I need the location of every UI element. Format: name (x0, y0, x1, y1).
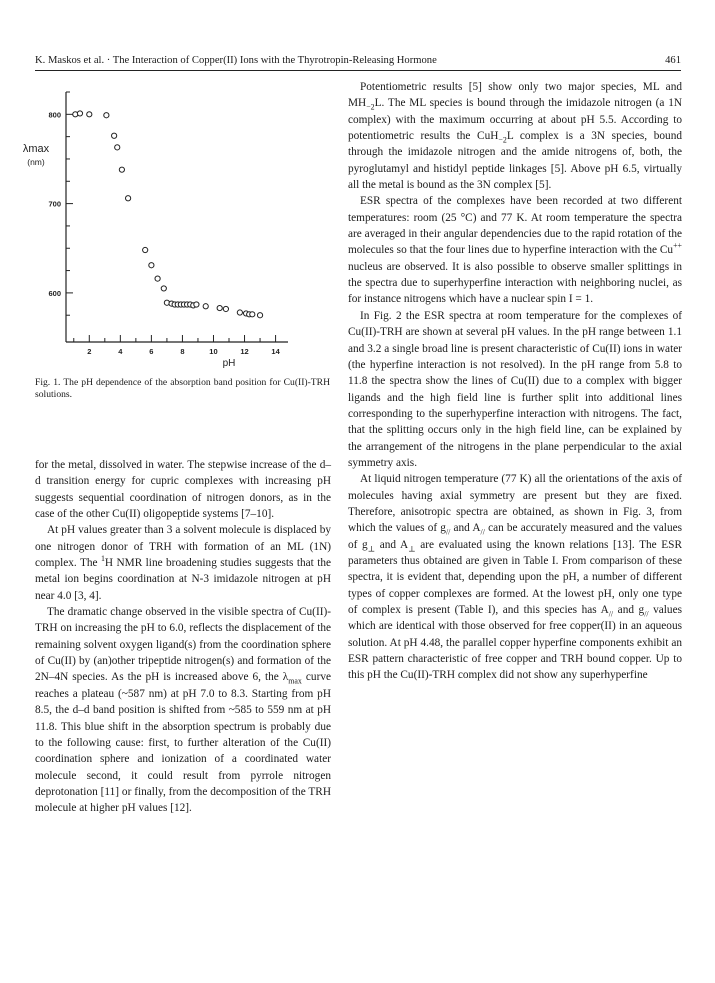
right-paragraph-4: At liquid nitrogen temperature (77 K) all the orientations of the axis of molecules having axial symmetry are present but they are fixed. Therefore, anisotropic spectra are obtained, as shown in Fig. 3, from which the values of $g_{//}$ and $A_{//}$ can be accurately measured and the values of $g_\perp$ and $A_\perp$ are evaluated using the known relations [13]. The ESR parameters thus obtained are given in Table I. From comparison of these spectra, it is evident that, depending upon the pH, a number of different types of copper complexes are formed. At the lowest pH, only one type of complex is present (Table I), and this species has $A_{//}$ and $g_{//}$ values which are identical with those observed for free copper(II) in an aqueous solution. At pH 4.48, the parallel copper hyperfine components exhibit an ESR pattern characteristic of free copper and TRH bound copper. Up to this pH the Cu(II)-TRH complex did not show any superhyperfine (348, 473, 682, 682)
right-paragraph-3: In Fig. 2 the ESR spectra at room temperature for the complexes of Cu(II)-TRH are shown at several pH values. In the pH range between 1.1 and 3.2 a single broad line is present characteristic of Cu(II) ions in water (the hyperfine interaction is not resolved). In the pH range from 5.8 to 11.8 the spectra show the lines of Cu(II) due to a complex with bigger ligands and the high field line is further split into additional lines corresponding to the superhyperfine interaction with nitrogens. The fact, that the splitting occurs only in the high field line, can be explained by the arrangement of the nitrogens in the plane perpendicular to the axial symmetry axis. (348, 309, 682, 469)
x-tick-label: 6 (149, 347, 154, 356)
data-point (237, 310, 242, 315)
left-paragraph-3: The dramatic change observed in the visible spectra of Cu(II)-TRH on increasing the pH to 6.0, reflects the displacement of the remaining solvent oxygen ligand(s) from the coordination sphere of Cu(II) by (an)other tripeptide nitrogen(s) and formation of the 2N–4N species. As the pH is increased above 6, the $\lambda_{max}$ curve reaches a plateau (~587 nm) at pH 7.0 to 8.3. Starting from pH 8.5, the d–d band position is shifted from ~585 to 559 nm at pH 11.8. This blue shift in the absorption spectrum is probably due to the following cause: first, to further alteration of the Cu(II) coordination sphere and ionization of a coordinated water molecule second, it could result from pyrrole nitrogen deprotonation [11] or finally, from the decomposition of the TRH molecule at higher pH values [12]. (35, 606, 331, 815)
y-axis-unit: (nm) (27, 157, 45, 167)
y-axis-label: λmax (22, 143, 50, 155)
data-point (223, 306, 228, 311)
right-paragraph-1: Potentiometric results [5] show only two major species, ML and $MH_{-2}L$. The ML species is bound through the imidazole nitrogen (a 1N complex) with the maximum occurring at about pH 5.5. According to potentiometric results the CuH$_{-2}$L complex is a 3N species, bound through the imidazole nitrogen and the amide nitrogens of, both, the pyroglutamyl and histidyl peptide linkages [5]. Above pH 6.5, virtually all the metal is bound as the 3N complex [5]. (348, 81, 682, 192)
data-point (161, 286, 166, 291)
x-tick-label: 4 (118, 347, 123, 356)
figure-1 (18, 80, 318, 370)
data-point (257, 313, 262, 318)
data-point (149, 263, 154, 268)
data-point (112, 133, 117, 138)
data-point (155, 276, 160, 281)
x-tick-label: 8 (180, 347, 185, 356)
data-point (104, 113, 109, 118)
y-tick-label: 800 (48, 110, 61, 120)
data-point (194, 302, 199, 307)
y-tick-label: 700 (48, 199, 61, 209)
header-rule (35, 70, 681, 71)
data-point (119, 167, 124, 172)
left-paragraph-1: for the metal, dissolved in water. The stepwise increase of the d–d transition energy for cupric complexes with increasing pH suggests sequential coordination of nitrogen donors, as in the case of the other Cu(II) oligopeptide systems [7–10]. (35, 459, 331, 521)
x-tick-label: 2 (87, 347, 92, 356)
data-point (115, 145, 120, 150)
right-paragraph-2: ESR spectra of the complexes have been recorded at two different temperatures: room (25 °C) and 77 K. At room temperature the spectra are averaged in their angular dependencies due to the rapid rotation of the molecules so that the four lines due to hyperfine interaction with the Cu++ nucleus are observed. It is also possible to observe smaller splittings in the spectra due to superhyperfine interaction with neighboring nuclei, as for instance nitrogens which have a nuclear spin I = 1. (348, 195, 682, 306)
y-tick-label: 600 (48, 288, 61, 298)
figure-caption: Fig. 1. The pH dependence of the absorption band position for Cu(II)-TRH solutions. (35, 377, 330, 401)
data-point (217, 305, 222, 310)
running-title: K. Maskos et al. · The Interaction of Copper(II) Ions with the Thyrotropin-Releasing Hormone (35, 55, 437, 66)
x-tick-label: 14 (271, 347, 280, 356)
data-point (125, 196, 130, 201)
data-point (143, 247, 148, 252)
data-point (203, 304, 208, 309)
x-axis-label: pH (222, 358, 236, 369)
data-point (250, 312, 255, 317)
x-tick-label: 12 (240, 347, 249, 356)
left-paragraph-2: At pH values greater than 3 a solvent molecule is displaced by one nitrogen donor of TRH with formation of an ML (1N) complex. The $^1$H NMR line broadening studies suggests that the metal ion begins coordination at N-3 imidazole nitrogen at pH near 4.0 [3, 4]. (35, 524, 331, 602)
page-number: 461 (665, 55, 681, 66)
ph-absorption-chart (18, 80, 318, 370)
left-column (35, 457, 331, 817)
data-point (77, 111, 82, 116)
data-point (87, 112, 92, 117)
x-tick-label: 10 (209, 347, 218, 356)
right-column (348, 79, 682, 684)
